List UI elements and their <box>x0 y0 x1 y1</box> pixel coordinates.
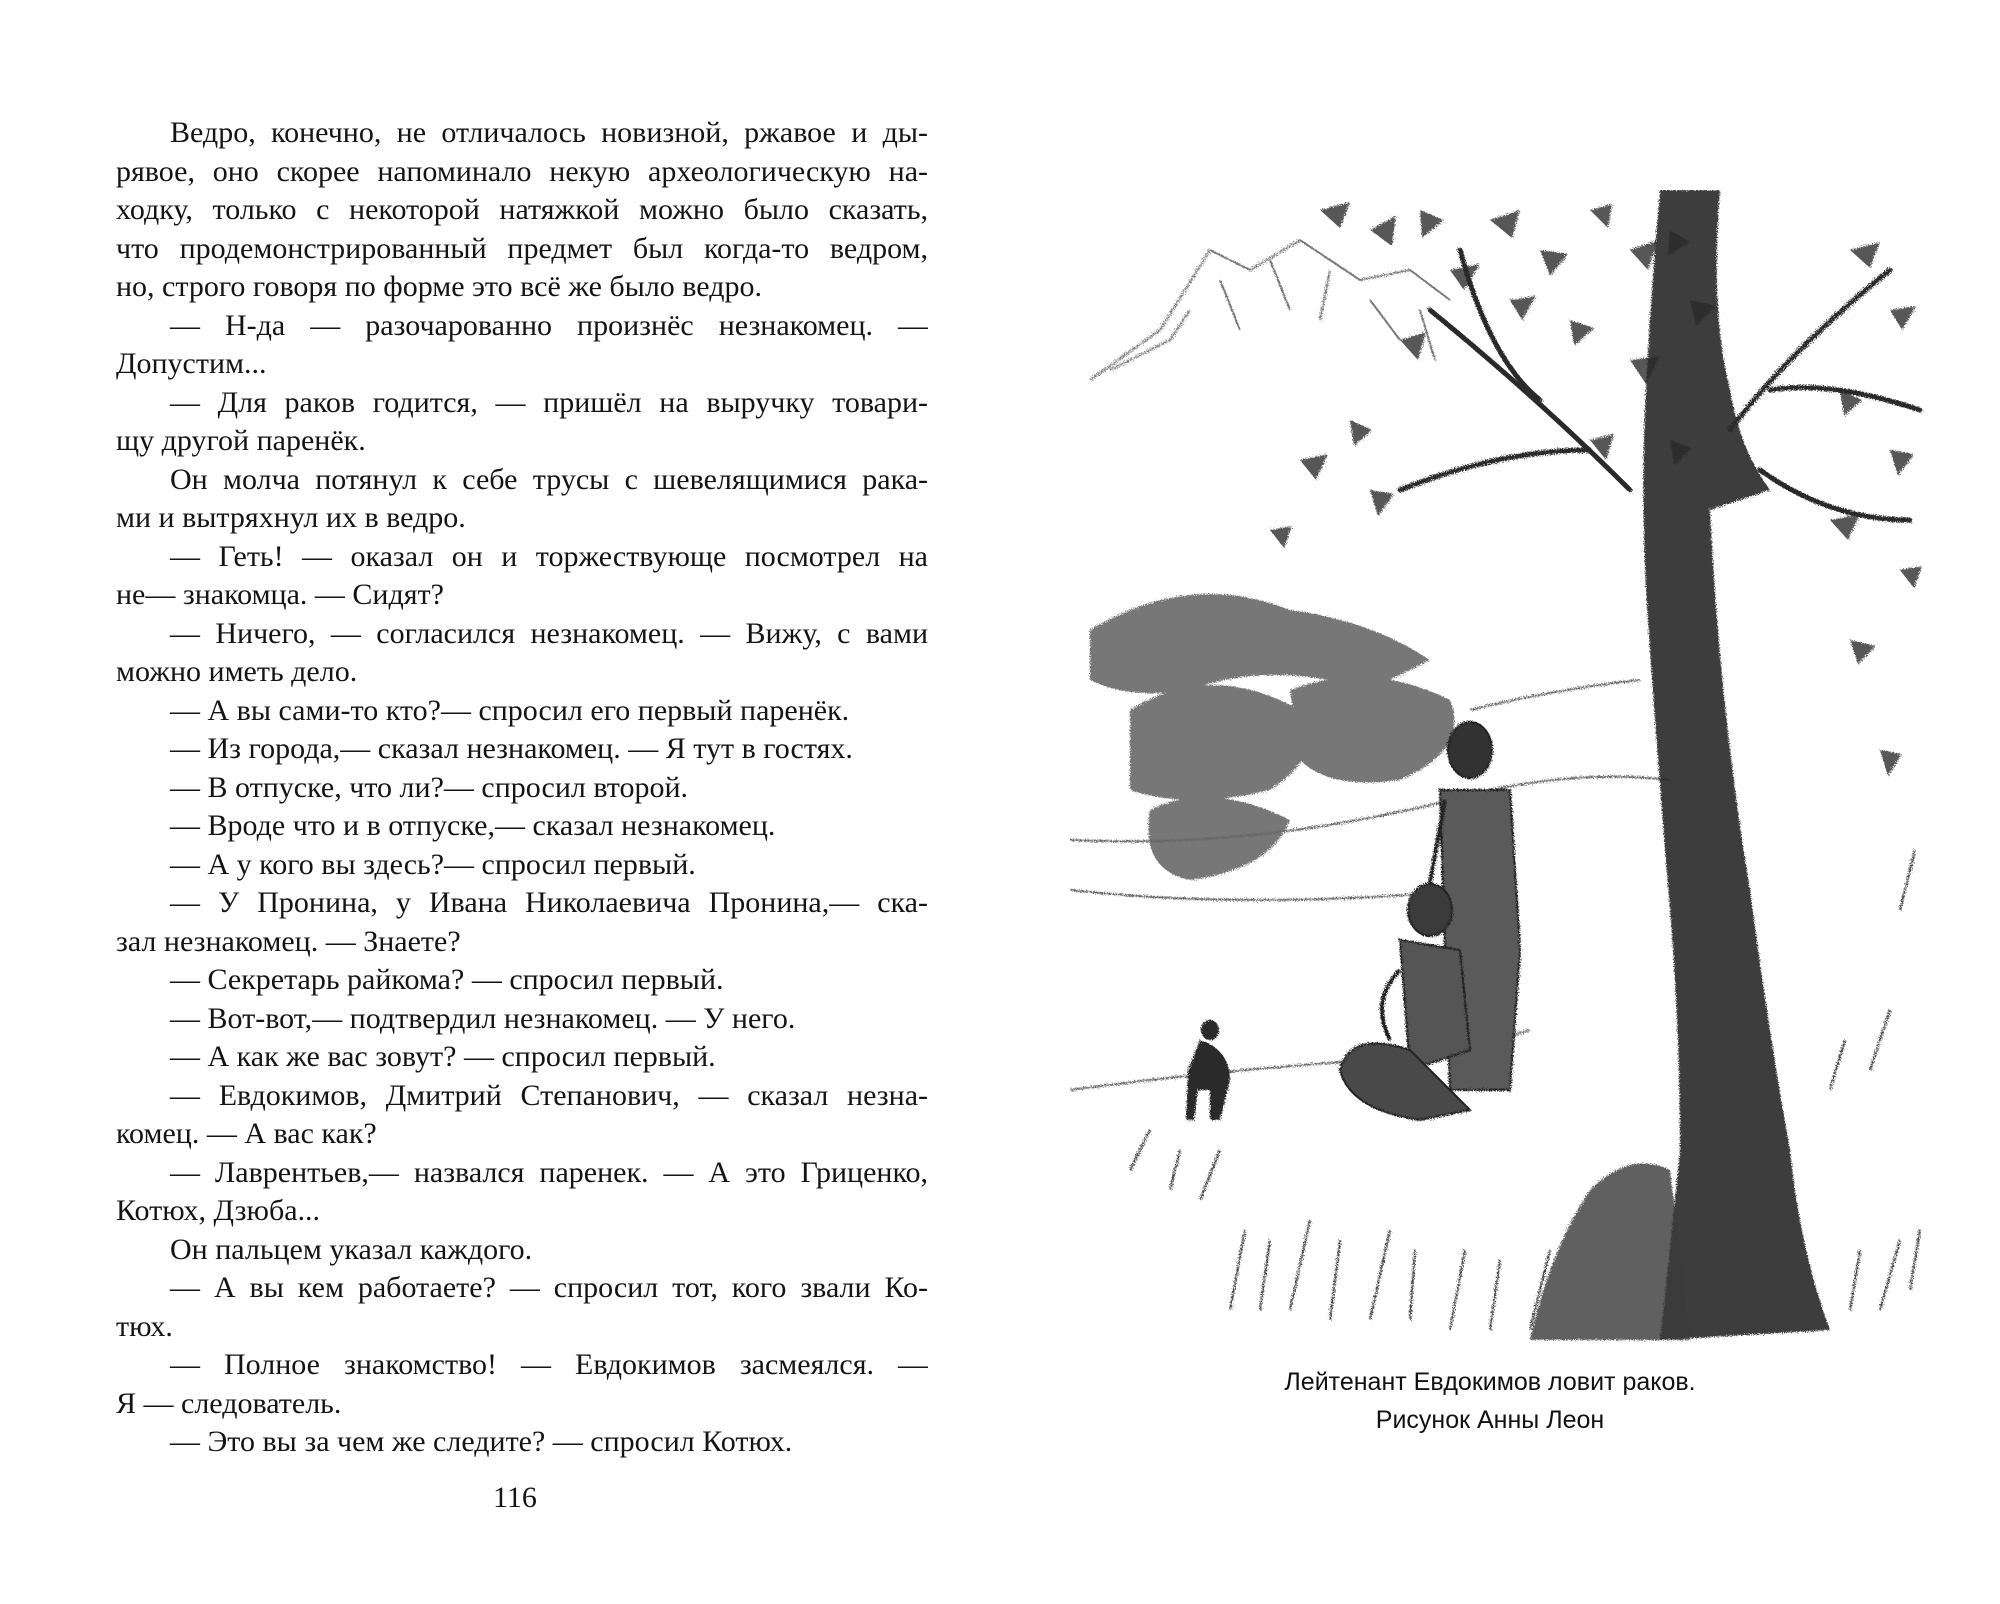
drawing-strokes <box>1070 190 1922 1340</box>
text-line: — Для раков годится, — пришёл на выручку товари- <box>170 385 928 419</box>
text-line: — У Пронина, у Ивана Николаевича Пронина,— ска- <box>170 886 928 919</box>
text-line: — Из города,— сказал незнакомец. — Я тут в гостях. <box>170 732 853 765</box>
text-line: щу другой паренёк. <box>116 424 366 457</box>
text-line: комец. — А вас как? <box>116 1117 377 1150</box>
text-line: — Вот-вот,— подтвердил незнакомец. — У него. <box>170 1001 796 1035</box>
text-line: можно иметь дело. <box>116 655 358 688</box>
text-line: ми и вытряхнул их в ведро. <box>116 501 466 534</box>
text-line: — Евдокимов, Дмитрий Степанович, — сказал незна- <box>170 1078 928 1112</box>
text-line: Ведро, конечно, не отличалось новизной, ржавое и ды- <box>170 116 928 149</box>
paragraph <box>116 1038 928 1077</box>
tree-trunk <box>1643 190 1830 1340</box>
paragraph <box>116 1077 928 1154</box>
paragraph <box>116 384 928 461</box>
text-line: Я — следователь. <box>116 1386 342 1420</box>
text-line: Допустим... <box>116 347 267 380</box>
text-line: — Ничего, — согласился незнакомец. — Вижу, с вами <box>170 616 928 650</box>
paragraph <box>116 1231 928 1270</box>
text-line: Он пальцем указал каждого. <box>170 1232 533 1266</box>
paragraph <box>116 1269 928 1346</box>
text-line: но, строго говоря по форме это всё же было ведро. <box>116 270 762 303</box>
paragraph <box>116 807 928 846</box>
paragraph <box>116 846 928 885</box>
text-line: зал незнакомец. — Знаете? <box>116 924 461 958</box>
text-line: — А вы сами-то кто?— спросил его первый паренёк. <box>170 693 850 727</box>
text-line: — Н-да — разочарованно произнёс незнакомец. — <box>170 308 928 342</box>
text-line: — А как же вас зовут? — спросил первый. <box>170 1040 716 1073</box>
paragraph <box>116 538 928 615</box>
text-line: — Геть! — оказал он и торжествующе посмотрел на <box>170 539 928 573</box>
paragraph <box>116 307 928 384</box>
paragraph <box>116 692 928 731</box>
page-number: 116 <box>493 1481 537 1514</box>
right-page <box>1030 0 2000 1604</box>
text-line: — Секретарь райкома? — спросил первый. <box>170 963 724 996</box>
text-line: — Вроде что и в отпуске,— сказал незнакомец. <box>170 809 776 842</box>
paragraph <box>116 884 928 961</box>
text-line: — Это вы за чем же следите? — спросил Котюх. <box>170 1425 793 1458</box>
distant-figure <box>1186 1020 1230 1120</box>
hills-bushes <box>1090 594 1454 880</box>
text-line: ходку, только с некоторой натяжкой можно было сказать, <box>116 193 928 226</box>
trunk-root <box>1530 1163 1690 1340</box>
mountain-ridge <box>1090 240 1450 380</box>
illustration-caption-credit: Рисунок Анны Леон <box>1375 1406 1605 1434</box>
text-line: что продемонстрированный предмет был когда-то ведром, <box>116 231 928 265</box>
paragraph <box>116 1154 928 1231</box>
pencil-illustration <box>1070 190 1940 1350</box>
paragraph <box>116 769 928 808</box>
paragraph <box>116 1423 928 1462</box>
paragraph <box>116 961 928 1000</box>
text-line: — Полное знакомство! — Евдокимов засмеялся. — <box>170 1348 928 1381</box>
paragraph <box>116 461 928 538</box>
text-line: — Лаврентьев,— назвался паренек. — А это Гриценко, <box>170 1155 928 1189</box>
text-line: Котюх, Дзюба... <box>116 1194 321 1227</box>
text-line: Он молча потянул к себе трусы с шевелящимися рака- <box>170 462 928 496</box>
text-line: — В отпуске, что ли?— спросил второй. <box>170 770 689 804</box>
paragraph <box>116 1346 928 1423</box>
paragraph <box>116 114 928 307</box>
illustration-caption-title: Лейтенант Евдокимов ловит раков. <box>1284 1368 1696 1396</box>
text-line: рявое, оно скорее напоминало некую археологическую на- <box>116 154 928 188</box>
paragraph <box>116 730 928 769</box>
text-line: не— знакомца. — Сидят? <box>116 578 444 611</box>
text-line: — А вы кем работаете? — спросил тот, кого звали Ко- <box>170 1271 928 1304</box>
text-column <box>116 114 928 1462</box>
text-line: — А у кого вы здесь?— спросил первый. <box>170 847 696 881</box>
paragraph <box>116 1000 928 1039</box>
paragraph <box>116 615 928 692</box>
text-line: тюх. <box>116 1309 173 1343</box>
